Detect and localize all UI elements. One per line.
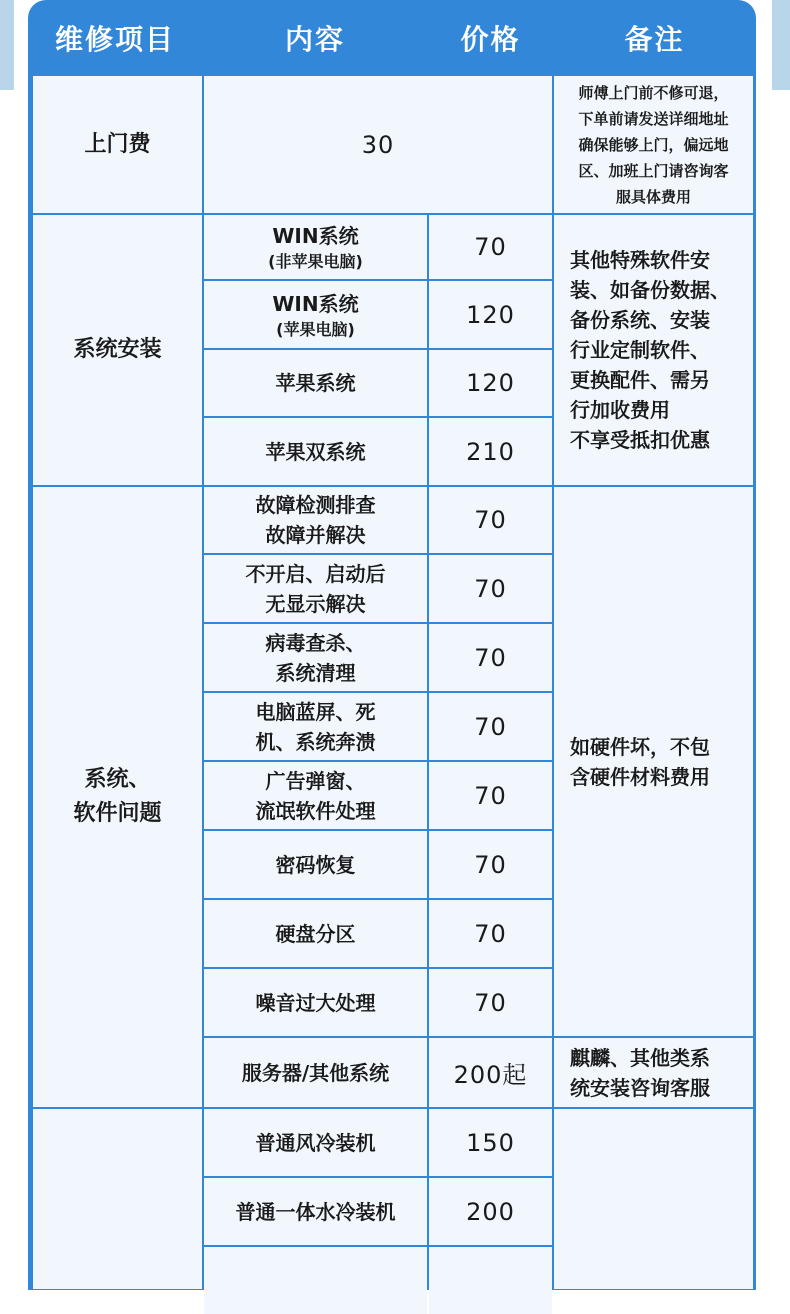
list-item xyxy=(204,555,427,622)
item-price xyxy=(429,1109,552,1176)
list-item xyxy=(204,1178,427,1245)
note-line: 装、如备份数据、 xyxy=(570,278,730,302)
category-label: 系统安装 xyxy=(73,337,162,362)
item-price xyxy=(429,693,552,760)
list-item xyxy=(204,624,427,691)
note-line: 确保能够上门，偏远地 xyxy=(578,135,729,154)
price-value: 70 xyxy=(474,850,507,879)
list-item xyxy=(204,215,427,279)
note-line: 备份系统、安装 xyxy=(570,308,710,332)
list-item xyxy=(204,969,427,1036)
note-line: 师傅上门前不修可退， xyxy=(578,83,729,102)
item-price xyxy=(429,969,552,1036)
price-value: 70 xyxy=(474,506,507,534)
server-system-note xyxy=(554,1038,753,1107)
price-value: 70 xyxy=(474,643,507,672)
item-name: 机、系统奔溃 xyxy=(255,729,376,754)
item-name: 无显示解决 xyxy=(265,591,366,616)
item-price xyxy=(429,831,552,898)
note-line: 行业定制软件、 xyxy=(570,338,710,362)
list-item xyxy=(204,900,427,967)
software-issues-note xyxy=(554,487,753,1036)
price-value: 70 xyxy=(474,712,507,741)
price-value: 70 xyxy=(474,233,507,261)
note-line: 区、加班上门请咨询客 xyxy=(578,161,729,180)
header-project: 维修项目 xyxy=(54,23,175,56)
list-item xyxy=(204,1038,427,1107)
category-label: 软件问题 xyxy=(73,801,162,826)
item-price xyxy=(429,281,552,348)
item-name: 广告弹窗、 xyxy=(265,768,366,793)
list-item xyxy=(204,281,427,348)
item-name: 苹果双系统 xyxy=(265,439,366,464)
item-name: 病毒查杀、 xyxy=(265,630,366,655)
item-name: 苹果系统 xyxy=(275,371,356,395)
category-label: 系统、 xyxy=(84,767,151,792)
price-value: 120 xyxy=(466,369,515,397)
item-price xyxy=(429,900,552,967)
item-sub: (非苹果电脑) xyxy=(268,252,363,271)
item-name: 普通风冷装机 xyxy=(255,1130,376,1155)
category-system-install xyxy=(33,215,202,485)
item-price xyxy=(429,762,552,829)
item-name: 不开启、启动后 xyxy=(245,561,386,586)
item-name: 服务器/其他系统 xyxy=(241,1060,390,1085)
list-item xyxy=(204,762,427,829)
note-line: 含硬件材料费用 xyxy=(570,764,710,789)
price-value: 120 xyxy=(466,300,515,329)
price-value: 70 xyxy=(474,781,507,810)
assembly-note xyxy=(554,1109,753,1289)
table-header xyxy=(28,0,756,76)
note-line: 不享受抵扣优惠 xyxy=(570,428,710,452)
price-value: 200 xyxy=(466,1197,515,1226)
note-line: 下单前请发送详细地址 xyxy=(578,109,729,128)
price-value: 200起 xyxy=(453,1061,528,1089)
item-name: 电脑蓝屏、死 xyxy=(255,699,376,724)
item-price xyxy=(429,1247,552,1314)
list-item xyxy=(204,1247,427,1314)
item-name: 故障并解决 xyxy=(265,523,366,547)
price-table xyxy=(33,76,753,1286)
item-price xyxy=(429,1178,552,1245)
background-strip-right xyxy=(772,0,790,90)
note-line: 更换配件、需另 xyxy=(570,368,710,392)
category-label: 上门费 xyxy=(84,131,151,157)
item-price xyxy=(429,624,552,691)
header-note: 备注 xyxy=(624,23,685,56)
list-item xyxy=(204,1109,427,1176)
item-name: WIN系统 xyxy=(272,224,359,248)
price-value: 70 xyxy=(474,919,507,948)
list-item xyxy=(204,418,427,485)
item-price xyxy=(429,350,552,416)
item-price xyxy=(429,1038,552,1107)
price-value: 70 xyxy=(474,988,507,1017)
item-price xyxy=(429,555,552,622)
note-line: 其他特殊软件安 xyxy=(570,248,710,272)
item-name: 密码恢复 xyxy=(275,852,356,877)
item-name: 普通一体水冷装机 xyxy=(235,1199,396,1224)
note-line: 统安装咨询客服 xyxy=(570,1075,710,1100)
category-assembly xyxy=(33,1109,202,1289)
item-name: 噪音过大处理 xyxy=(255,990,376,1015)
list-item xyxy=(204,350,427,416)
note-line: 如硬件坏，不包 xyxy=(570,734,710,759)
header-content: 内容 xyxy=(284,23,345,56)
item-name: WIN系统 xyxy=(272,291,359,316)
price-value: 30 xyxy=(361,130,395,159)
item-name: 流氓软件处理 xyxy=(255,798,376,823)
item-price xyxy=(429,487,552,553)
item-price xyxy=(429,215,552,279)
note-line: 服具体费用 xyxy=(615,187,691,206)
visit-fee-note xyxy=(554,76,753,213)
note-line: 行加收费用 xyxy=(570,398,670,422)
system-install-note xyxy=(554,215,753,485)
price-value: 150 xyxy=(466,1128,515,1157)
list-item xyxy=(204,831,427,898)
category-visit-fee xyxy=(33,76,202,213)
list-item xyxy=(204,487,427,553)
item-name: 故障检测排查 xyxy=(255,493,376,517)
visit-fee-price xyxy=(204,76,552,213)
note-line: 麒麟、其他类系 xyxy=(570,1045,710,1070)
item-name: 系统清理 xyxy=(275,660,356,685)
background-strip-left xyxy=(0,0,14,90)
item-price xyxy=(429,418,552,485)
category-software-issues xyxy=(33,487,202,1107)
list-item xyxy=(204,693,427,760)
price-value: 70 xyxy=(474,574,507,603)
item-name: 硬盘分区 xyxy=(275,921,356,946)
header-price: 价格 xyxy=(460,23,521,56)
price-value: 210 xyxy=(466,437,515,466)
item-sub: (苹果电脑) xyxy=(276,319,355,339)
